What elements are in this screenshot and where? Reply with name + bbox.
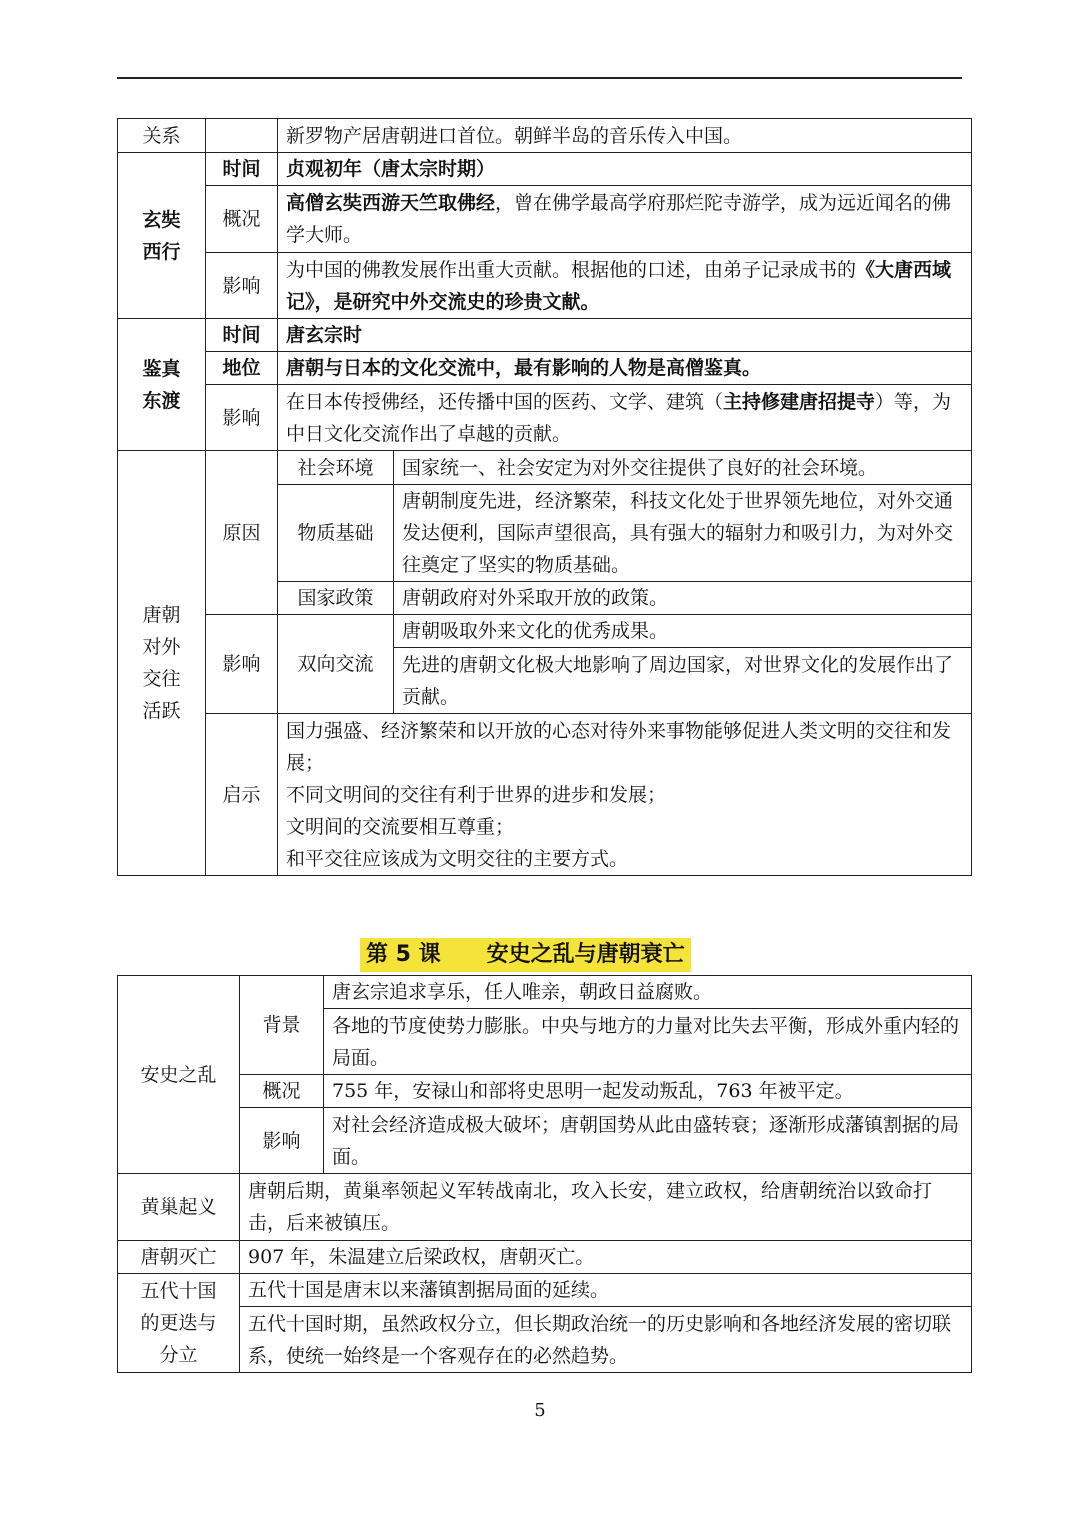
reason-label: 社会环境 bbox=[278, 451, 394, 485]
header-rule bbox=[117, 77, 962, 79]
tang-topic: 唐朝 对外 交往 活跃 bbox=[118, 451, 206, 876]
anshi-overview-label: 概况 bbox=[240, 1075, 324, 1108]
xuanzang-overview-label: 概况 bbox=[206, 186, 278, 253]
jianzhen-time-label: 时间 bbox=[206, 319, 278, 352]
jianzhen-impact-label: 影响 bbox=[206, 385, 278, 451]
lesson-title: 第 5 课 安史之乱与唐朝衰亡 bbox=[360, 938, 691, 972]
anshi-impact-label: 影响 bbox=[240, 1108, 324, 1174]
page-number: 5 bbox=[534, 1400, 546, 1421]
anshi-rebellion-table bbox=[117, 975, 972, 1373]
empty-cell bbox=[206, 119, 278, 153]
jianzhen-time: 唐玄宗时 bbox=[278, 319, 972, 352]
xuanzang-impact-label: 影响 bbox=[206, 253, 278, 319]
anshi-impact: 对社会经济造成极大破坏；唐朝国势从此由盛转衰；逐渐形成藩镇割据的局面。 bbox=[324, 1108, 972, 1174]
tang-reasons-label: 原因 bbox=[206, 451, 278, 615]
wudai-text: 五代十国时期，虽然政权分立，但长期政治统一的历史影响和各地经济发展的密切联系，使统一始终是一个客观存在的必然趋势。 bbox=[240, 1307, 972, 1373]
xuanzang-overview: 高僧玄奘西游天竺取佛经，曾在佛学最高学府那烂陀寺游学，成为远近闻名的佛学大师。 bbox=[278, 186, 972, 253]
tang-insight-label: 启示 bbox=[206, 714, 278, 876]
tang-foreign-relations-table bbox=[117, 118, 972, 876]
anshi-bg-text: 各地的节度使势力膨胀。中央与地方的力量对比失去平衡，形成外重内轻的局面。 bbox=[324, 1009, 972, 1075]
wudai-topic: 五代十国 的更迭与 分立 bbox=[118, 1274, 240, 1373]
impact-text: 唐朝吸取外来文化的优秀成果。 bbox=[394, 615, 972, 648]
guanxi-text: 新罗物产居唐朝进口首位。朝鲜半岛的音乐传入中国。 bbox=[278, 119, 972, 153]
reason-text: 唐朝制度先进，经济繁荣，科技文化处于世界领先地位，对外交通发达便利，国际声望很高，具有强大的辐射力和吸引力，为对外交往奠定了坚实的物质基础。 bbox=[394, 485, 972, 582]
jianzhen-status-label: 地位 bbox=[206, 352, 278, 385]
huangchao-text: 唐朝后期，黄巢率领起义军转战南北，攻入长安，建立政权，给唐朝统治以致命打击，后来被镇压。 bbox=[240, 1174, 972, 1241]
impact-text: 先进的唐朝文化极大地影响了周边国家，对世界文化的发展作出了贡献。 bbox=[394, 648, 972, 714]
guanxi-label: 关系 bbox=[118, 119, 206, 153]
tang-insights: 国力强盛、经济繁荣和以开放的心态对待外来事物能够促进人类文明的交往和发展； 不同文明间的交往有利于世界的进步和发展； 文明间的交流要相互尊重； 和平交往应该成为文明交往的主要方式。 bbox=[278, 714, 972, 876]
jianzhen-status: 唐朝与日本的文化交流中，最有影响的人物是高僧鉴真。 bbox=[278, 352, 972, 385]
fall-topic: 唐朝灭亡 bbox=[118, 1241, 240, 1274]
jianzhen-topic: 鉴真东渡 bbox=[118, 319, 206, 451]
anshi-bg-text: 唐玄宗追求享乐，任人唯亲，朝政日益腐败。 bbox=[324, 976, 972, 1009]
reason-label: 国家政策 bbox=[278, 582, 394, 615]
xuanzang-impact: 为中国的佛教发展作出重大贡献。根据他的口述，由弟子记录成书的《大唐西域记》，是研究中外交流史的珍贵文献。 bbox=[278, 253, 972, 319]
anshi-overview: 755 年，安禄山和部将史思明一起发动叛乱，763 年被平定。 bbox=[324, 1075, 972, 1108]
wudai-text: 五代十国是唐末以来藩镇割据局面的延续。 bbox=[240, 1274, 972, 1307]
fall-text: 907 年，朱温建立后梁政权，唐朝灭亡。 bbox=[240, 1241, 972, 1274]
xuanzang-time: 贞观初年（唐太宗时期） bbox=[278, 153, 972, 186]
two-way-exchange-label: 双向交流 bbox=[278, 615, 394, 714]
reason-text: 唐朝政府对外采取开放的政策。 bbox=[394, 582, 972, 615]
reason-label: 物质基础 bbox=[278, 485, 394, 582]
xuanzang-time-label: 时间 bbox=[206, 153, 278, 186]
anshi-bg-label: 背景 bbox=[240, 976, 324, 1075]
reason-text: 国家统一、社会安定为对外交往提供了良好的社会环境。 bbox=[394, 451, 972, 485]
anshi-topic: 安史之乱 bbox=[118, 976, 240, 1174]
huangchao-topic: 黄巢起义 bbox=[118, 1174, 240, 1241]
xuanzang-topic: 玄奘西行 bbox=[118, 153, 206, 319]
jianzhen-impact: 在日本传授佛经，还传播中国的医药、文学、建筑（主持修建唐招提寺）等，为中日文化交流作出了卓越的贡献。 bbox=[278, 385, 972, 451]
tang-impact-label: 影响 bbox=[206, 615, 278, 714]
